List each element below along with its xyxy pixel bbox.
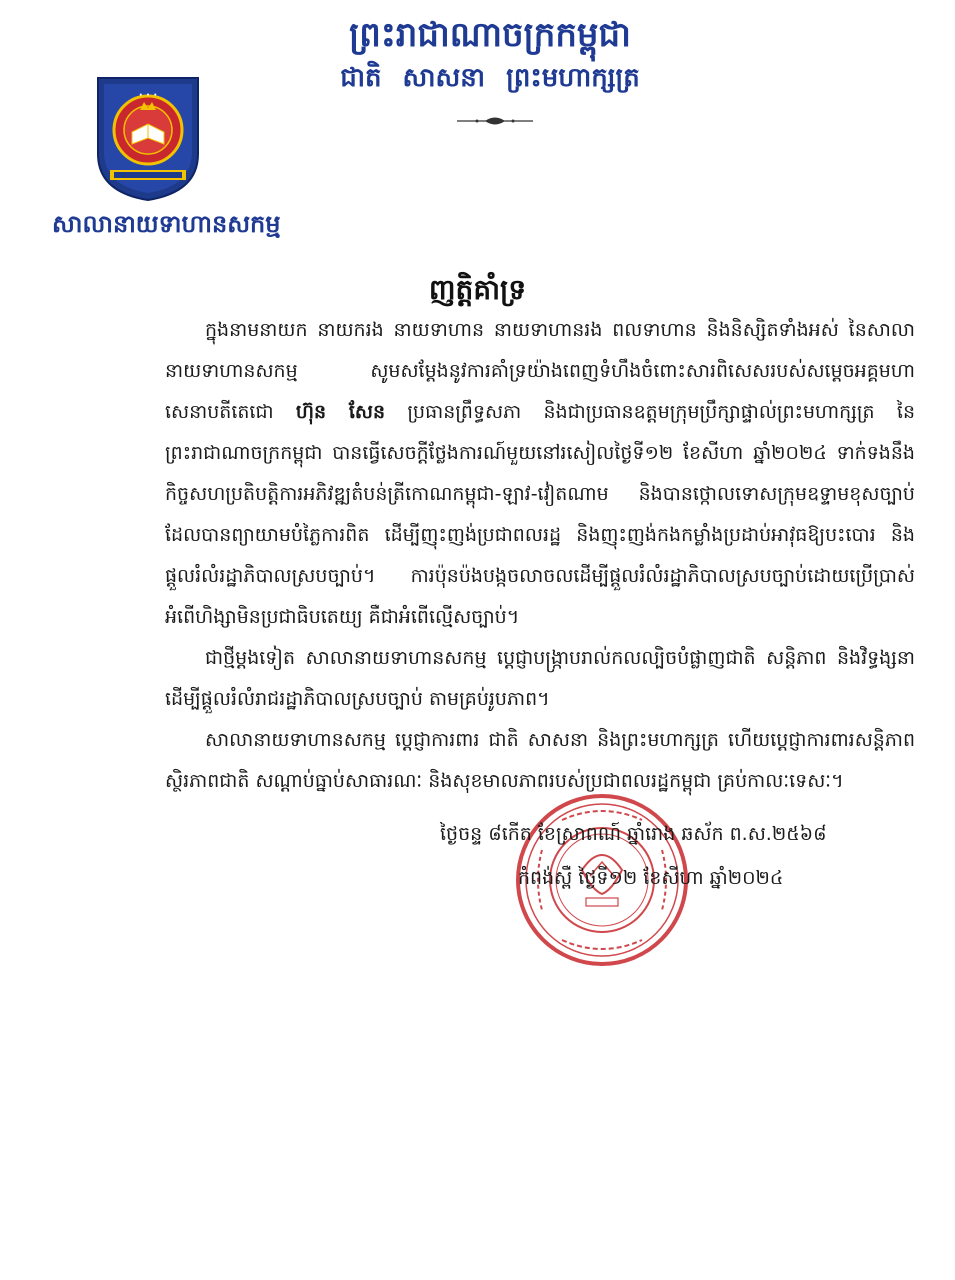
paragraph-1-text-b: ប្រធានព្រឹទ្ធសភា និងជាប្រធានឧត្តមក្រុមប្រឹក្សាផ្ទាល់ព្រះមហាក្សត្រ នៃព្រះរាជាណាចក្រកម្ពុជា បានធ្វើសេចក្តីថ្លែងការណ៍មួយនៅរសៀលថ្ងៃទី១២ ខែសីហា ឆ្នាំ២០២៤ ទាក់ទងនឹងកិច្ចសហប្រតិបត្តិការអភិវឌ្ឍតំបន់ត្រីកោណកម្ពុជា-ឡាវ-វៀតណាម និងបានថ្កោលទោសក្រុមឧទ្ទាមខុសច្បាប់ ដែលបានព្យាយាមបំភ្លៃការពិត ដើម្បីញុះញង់ប្រជាពលរដ្ឋ និងញុះញង់កងកម្លាំងប្រដាប់អាវុធឱ្យបះបោរ និងផ្តួលរំលំរដ្ឋាភិបាលស្របច្បាប់។ ការប៉ុនប៉ងបង្កចលាចលដើម្បីផ្តួលរំលំរដ្ឋាភិបាលស្របច្បាប់ដោយប្រើប្រាស់អំពើហិង្សាមិនប្រជាធិបតេយ្យ គឺជាអំពើល្មើសច្បាប់។ xyxy=(165,401,916,628)
svg-text:· · ·: · · · xyxy=(138,90,158,101)
paragraph-1 xyxy=(165,310,915,638)
document-body xyxy=(165,310,915,802)
paragraph-2: ជាថ្មីម្តងទៀត សាលានាយទាហានសកម្ម ប្តេជ្ញាបង្ក្រាបរាល់កលល្បិចបំផ្លាញជាតិ សន្តិភាព និងវិទ្ធង្សនា ដើម្បីផ្តួលរំលំរាជរដ្ឋាភិបាលស្របច្បាប់ តាមគ្រប់រូបភាព។ xyxy=(165,647,915,710)
leader-name: ហ៊ុន សែន xyxy=(295,401,386,423)
paragraph-1-text-a: ក្នុងនាមនាយក នាយករង នាយទាហាន នាយទាហានរង ពលទាហាន និងនិស្សិតទាំងអស់ នៃសាលានាយទាហានសកម្ម សូមសម្តែងនូវការគាំទ្រយ៉ាងពេញទំហឹងចំពោះសារពិសេសរបស់សម្តេចអគ្គមហាសេនាបតីតេជោ xyxy=(165,319,915,423)
kingdom-motto xyxy=(300,12,680,98)
letterhead xyxy=(0,0,955,250)
kingdom-title: ព្រះរាជាណាចក្រកម្ពុជា xyxy=(349,15,631,55)
military-school-emblem-icon xyxy=(92,74,204,202)
solar-date: កំពង់ស្ពឺ ថ្ងៃទី១២ ខែសីហា ឆ្នាំ២០២៤ xyxy=(518,867,784,889)
paragraph-3: សាលានាយទាហានសកម្ម ប្តេជ្ញាការពារ ជាតិ សាសនា និងព្រះមហាក្សត្រ ហើយប្តេជ្ញាការពារសន្តិភាព ស្ថិរភាពជាតិ សណ្តាប់ធ្នាប់សាធារណៈ និងសុខមាលភាពរបស់ប្រជាពលរដ្ឋកម្ពុជា គ្រប់កាលៈទេសៈ។ xyxy=(165,729,915,792)
ornamental-divider-icon xyxy=(455,114,535,128)
national-motto: ជាតិ សាសនា ព្រះមហាក្សត្រ xyxy=(340,63,640,93)
organization-name: សាលានាយទាហានសកម្ម xyxy=(52,209,281,238)
lunar-date: ថ្ងៃចន្ទ ៨កើត ខែស្រាពណ៍ ឆ្នាំរោង ឆស័ក ព.ស.២៥៦៨ xyxy=(440,823,827,845)
document-title: ញត្តិគាំទ្រ xyxy=(428,273,527,306)
date-block xyxy=(440,812,920,900)
